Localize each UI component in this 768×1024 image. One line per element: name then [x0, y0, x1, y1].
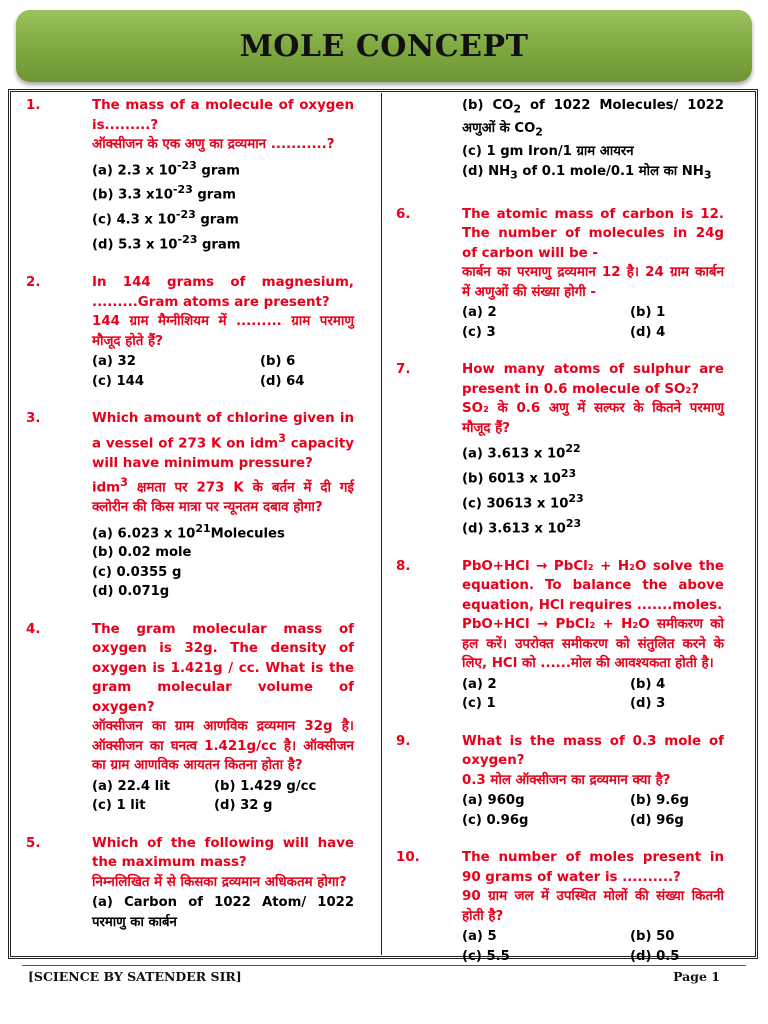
left-column: [26, 96, 354, 950]
options-list: [92, 777, 354, 816]
question-4: [26, 620, 354, 816]
option-d: (d) 4: [630, 324, 666, 340]
question-number: 2.: [26, 275, 41, 291]
question-9: [396, 732, 724, 831]
question-text-hindi: idm$^3$ क्षमता पर 273 K के बर्तन में दी गई क्लोरीन की किस मात्रा पर न्यूनतम दबाव होगा?: [92, 476, 354, 515]
options-list: [92, 519, 354, 602]
footer-author: [SCIENCE BY SATENDER SIR]: [28, 969, 242, 984]
option-d: (d) 5.3 x $10^{-23}$ gram: [92, 233, 241, 253]
question-7: [396, 360, 724, 539]
right-column: [396, 96, 724, 984]
question-text-english: What is the mass of 0.3 mole of oxygen?: [462, 733, 724, 769]
option-b: (b) 1: [630, 305, 666, 321]
question-6: [396, 205, 724, 343]
option-c: (c) 30613 x $10^{23}$: [462, 492, 584, 512]
question-text-hindi: 144 ग्राम मैग्नीशियम में ......... ग्राम परमाणु मौजूद होते हैं?: [92, 314, 354, 349]
question-number: 5.: [26, 835, 41, 851]
question-number: 7.: [396, 362, 411, 378]
page-title: MOLE CONCEPT: [239, 28, 529, 64]
option-a: (a) 3.613 x $10^{22}$: [462, 442, 581, 462]
option-a: (a) 6.023 x $10^{21}Molecules$: [92, 521, 285, 541]
column-divider: [381, 93, 382, 955]
option-c: (c) 0.96g: [462, 812, 529, 828]
option-b: (b) 0.02 mole: [92, 545, 192, 561]
options-list: [462, 675, 724, 714]
option-b: (b) 6013 x $10^{23}$: [462, 467, 577, 487]
question-text-english: The number of moles present in 90 grams of water is ..........?: [462, 850, 724, 885]
question-text-english: Which amount of chlorine given in a vessel of 273 K on idm$^3$ capacity will have minimum pressure?: [92, 411, 354, 471]
question-text-english: The atomic mass of carbon is 12. The number of molecules in 24g of carbon will be -: [462, 206, 724, 261]
options-list: [462, 303, 724, 342]
options-list: [462, 791, 724, 830]
option-c: (c) 1: [462, 696, 496, 712]
options-list: [92, 156, 354, 256]
question-text-hindi: 0.3 मोल ऑक्सीजन का द्रव्यमान क्या है?: [462, 772, 671, 788]
option-a: (a) Carbon of 1022 Atom/ 1022 परमाणु का कार्बन: [92, 895, 354, 930]
question-text-hindi: PbO+HCl → PbCl₂ + H₂O समीकरण को हल करें। उपरोक्त समीकरण को संतुलित करने के लिए, HCl को ......मोल की आवश्यकता होती है।: [462, 617, 724, 672]
option-a: (a) 2: [462, 305, 497, 321]
option-d: (d) 3.613 x $10^{23}$: [462, 517, 582, 537]
options-list: [462, 927, 724, 966]
question-number: 4.: [26, 621, 41, 637]
option-d: (d) 0.071g: [92, 584, 170, 600]
option-d: (d) 0.5: [630, 948, 680, 964]
option-a: (a) 5: [462, 929, 497, 945]
option-d: (d) 96g: [630, 812, 684, 828]
question-text-hindi: SO₂ के 0.6 अणु में सल्फर के कितने परमाणु मौजूद हैं?: [462, 401, 724, 436]
question-text-hindi: कार्बन का परमाणु द्रव्यमान 12 है। 24 ग्राम कार्बन में अणुओं की संख्या होगी -: [462, 265, 724, 300]
option-c: (c) 5.5: [462, 948, 510, 964]
option-b: (b) $CO_2$ of 1022 Molecules/ 1022 अणुओं के $CO_2$: [462, 98, 724, 139]
page-number: Page 1: [673, 969, 720, 984]
options-list: [92, 893, 354, 932]
option-d: (d) 3: [630, 696, 666, 712]
option-c: (c) 4.3 x $10^{-23}$ gram: [92, 208, 239, 228]
question-number: 8.: [396, 558, 411, 574]
title-banner: [16, 10, 752, 82]
option-b: (b) 9.6g: [630, 793, 689, 809]
option-b: (b) 6: [260, 354, 296, 370]
question-text-english: Which of the following will have the maximum mass?: [92, 835, 354, 871]
question-number: 10.: [396, 850, 420, 866]
question-text-hindi: ऑक्सीजन के एक अणु का द्रव्यमान ...........?: [92, 137, 335, 152]
option-b: (b) 50: [630, 929, 675, 945]
options-list: [92, 352, 354, 391]
question-text-english: In 144 grams of magnesium, .........Gram atoms are present?: [92, 275, 354, 310]
option-a: (a) 960g: [462, 793, 525, 809]
option-a: (a) 22.4 lit: [92, 778, 171, 794]
option-a: (a) 2.3 x $10^{-23}$ gram: [92, 158, 241, 178]
option-c: (c) 0.0355 g: [92, 564, 182, 580]
question-text-english: The mass of a molecule of oxygen is.........?: [92, 98, 354, 133]
question-5: [26, 834, 354, 933]
option-c: (c) 144: [92, 373, 144, 389]
option-d: (d) 64: [260, 373, 305, 389]
question-5-continued: [396, 96, 724, 185]
question-text-english: PbO+HCl → PbCl₂ + H₂O solve the equation. To balance the above equation, HCl requires .......moles.: [462, 558, 724, 613]
option-c: (c) 3: [462, 324, 496, 340]
options-list: [462, 439, 724, 539]
option-a: (a) 32: [92, 354, 136, 370]
question-text-english: How many atoms of sulphur are present in 0.6 molecule of SO₂?: [462, 362, 724, 397]
option-c: (c) 1 gm Iron/1 ग्राम आयरन: [462, 144, 634, 160]
option-d: (d) $NH_3$ of 0.1 mole/0.1 मोल का $NH_3$: [462, 163, 712, 182]
question-number: 6.: [396, 206, 411, 222]
question-text-hindi: निम्नलिखित में से किसका द्रव्यमान अधिकतम होगा?: [92, 874, 347, 890]
option-b: (b) 3.3 $x10^{-23}$ gram: [92, 183, 236, 203]
question-2: [26, 273, 354, 391]
question-8: [396, 557, 724, 714]
question-3: [26, 409, 354, 602]
question-number: 9.: [396, 733, 411, 749]
question-number: 1.: [26, 98, 41, 113]
option-c: (c) 1 lit: [92, 798, 146, 814]
question-text-hindi: ऑक्सीजन का ग्राम आणविक द्रव्यमान 32g है। ऑक्सीजन का घनत्व 1.421g/cc है। ऑक्सीजन का ग्राम आणविक आयतन कितना होता है?: [92, 719, 354, 774]
question-10: [396, 848, 724, 966]
question-number: 3.: [26, 411, 41, 427]
question-1: [26, 96, 354, 255]
footer-divider: [22, 965, 746, 966]
question-text-hindi: 90 ग्राम जल में उपस्थित मोलों की संख्या कितनी होती है?: [462, 889, 724, 924]
option-b: (b) 1.429 g/cc: [214, 778, 317, 794]
option-a: (a) 2: [462, 676, 497, 692]
question-text-english: The gram molecular mass of oxygen is 32g. The density of oxygen is 1.421g / cc. What is the gram molecular volume of oxygen?: [92, 621, 354, 715]
option-b: (b) 4: [630, 676, 666, 692]
option-d: (d) 32 g: [214, 798, 273, 814]
